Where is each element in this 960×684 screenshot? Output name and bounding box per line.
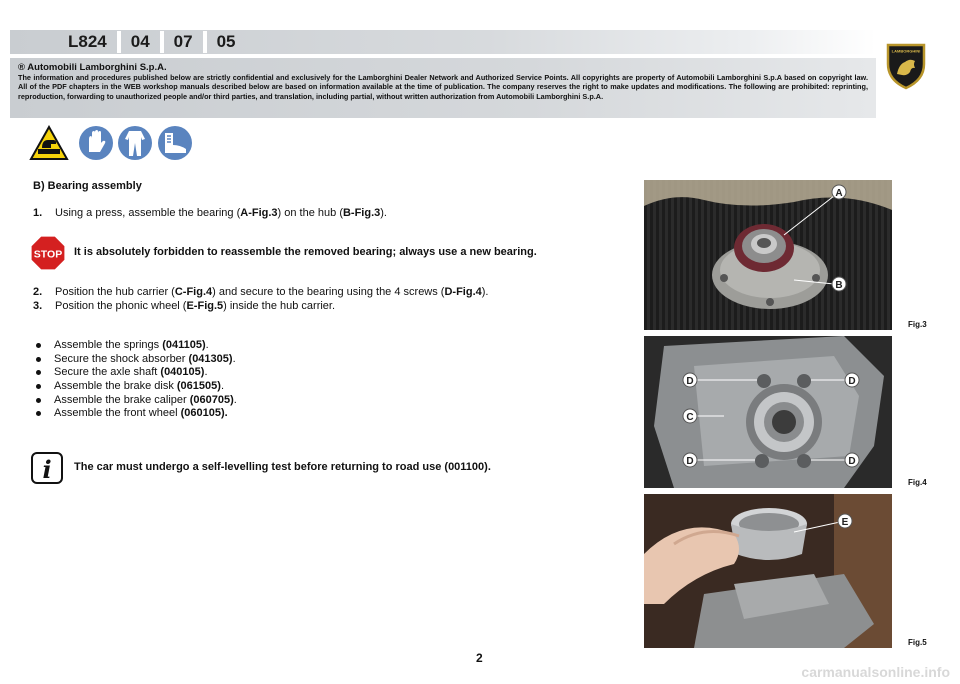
callout-d: D: [848, 376, 856, 387]
step-text: ) inside the hub carrier.: [223, 300, 336, 312]
callout-b: B: [835, 280, 843, 291]
callout-c: C: [686, 412, 694, 423]
callout-d: D: [848, 456, 856, 467]
figure-4-photo: [644, 336, 892, 488]
bullet-end: .: [220, 380, 224, 393]
operation-code: (060705): [189, 393, 234, 406]
stop-warning-text: It is absolutely forbidden to reassemble the removed bearing; always use a new bearing.: [74, 246, 537, 258]
watermark: carmanualsonline.info: [801, 664, 950, 680]
list-item: [36, 407, 237, 421]
code-group: 04: [130, 32, 150, 51]
operation-code: (060105).: [180, 407, 228, 420]
hand-crush-warning-icon: [29, 125, 69, 161]
figure-reference: A-Fig.3: [240, 207, 278, 219]
code-section: 05: [216, 32, 236, 51]
step-3: [33, 300, 335, 312]
code-subgroup: 07: [173, 32, 193, 51]
safety-shoes-icon: [156, 125, 194, 161]
list-item: [36, 366, 237, 380]
bullet-end: .: [204, 366, 208, 379]
stop-icon-label: STOP: [33, 248, 63, 261]
operation-code: (061505): [176, 380, 221, 393]
step-text: ) on the hub (: [277, 207, 343, 219]
bullet-text: Assemble the brake disk: [54, 380, 177, 393]
step-number: 2.: [33, 286, 43, 298]
bullet-end: .: [205, 339, 209, 351]
section-title: B) Bearing assembly: [33, 180, 142, 192]
step-text: Using a press, assemble the bearing (: [55, 207, 241, 219]
bullet-end: .: [232, 352, 236, 365]
step-number: 3.: [33, 300, 43, 312]
figure-5-photo: [644, 494, 892, 648]
lamborghini-logo: [885, 42, 927, 90]
callout-e: E: [841, 517, 849, 528]
info-icon: [31, 452, 63, 484]
info-icon-glyph: i: [42, 455, 52, 484]
legal-title: ® Automobili Lamborghini S.p.A.: [18, 62, 167, 73]
bullet-text: Assemble the front wheel: [54, 407, 181, 420]
figure-3-label: Fig.3: [908, 320, 927, 329]
figure-reference: B-Fig.3: [342, 207, 381, 219]
list-item: [36, 380, 237, 394]
list-item: [36, 353, 237, 367]
figure-4-label: Fig.4: [908, 478, 927, 487]
figure-3-photo: [644, 180, 892, 330]
legal-text: The information and procedures published below are strictly confidential and exclusively for the Lamborghini Dealer Network and Authorized Service Points. All copyrights are property of Automobili Lamborghini S.p.A based on copyright law. All of the PDF chapters in the WEB workshop manuals described below are based on information available at the time of publication. The company reserves the right to make updates and modifications. The following are prohibited: reprinting, reproduction, forwarding to unauthorized people and/or third parties, and translation, including partial, without written authorization from Automobili Lamborghini S.p.A.: [18, 73, 868, 101]
page-number: 2: [476, 651, 483, 665]
callout-d: D: [686, 456, 694, 467]
operation-code: (040105): [160, 366, 205, 379]
operation-code: (041305): [188, 352, 233, 365]
figure-reference: E-Fig.5: [186, 300, 224, 312]
operation-code: (041105): [162, 339, 206, 351]
stop-icon: [30, 235, 66, 271]
info-note-text: The car must undergo a self-levelling test before returning to road use (001100).: [74, 461, 491, 473]
list-item: [36, 339, 237, 353]
bullet-text: Assemble the brake caliper: [54, 393, 190, 406]
bullet-end: .: [233, 393, 237, 406]
overalls-icon: [117, 125, 153, 161]
bullet-text: Assemble the springs: [54, 339, 163, 351]
figure-5-label: Fig.5: [908, 638, 927, 647]
step-text: ).: [380, 207, 387, 219]
bullet-text: Secure the shock absorber: [54, 352, 189, 365]
callout-d: D: [686, 376, 694, 387]
code-model: L824: [68, 32, 107, 51]
step-text: ) and secure to the bearing using the 4 screws (: [212, 286, 445, 298]
gloves-icon: [78, 125, 114, 161]
assembly-bullet-list: [36, 339, 237, 421]
figure-reference: D-Fig.4: [444, 286, 482, 298]
logo-wordmark: LAMBORGHINI: [891, 48, 921, 54]
step-text: ).: [481, 286, 489, 298]
step-text: Position the phonic wheel (: [55, 300, 187, 312]
document-codes: [58, 31, 246, 53]
bullet-text: Secure the axle shaft: [54, 366, 161, 379]
step-2: [33, 286, 489, 298]
step-number: 1.: [33, 207, 43, 219]
step-text: Position the hub carrier (: [55, 286, 175, 298]
callout-a: A: [835, 188, 843, 199]
legal-notice: [10, 58, 876, 118]
figure-reference: C-Fig.4: [174, 286, 213, 298]
step-1: [33, 207, 387, 219]
list-item: [36, 394, 237, 408]
